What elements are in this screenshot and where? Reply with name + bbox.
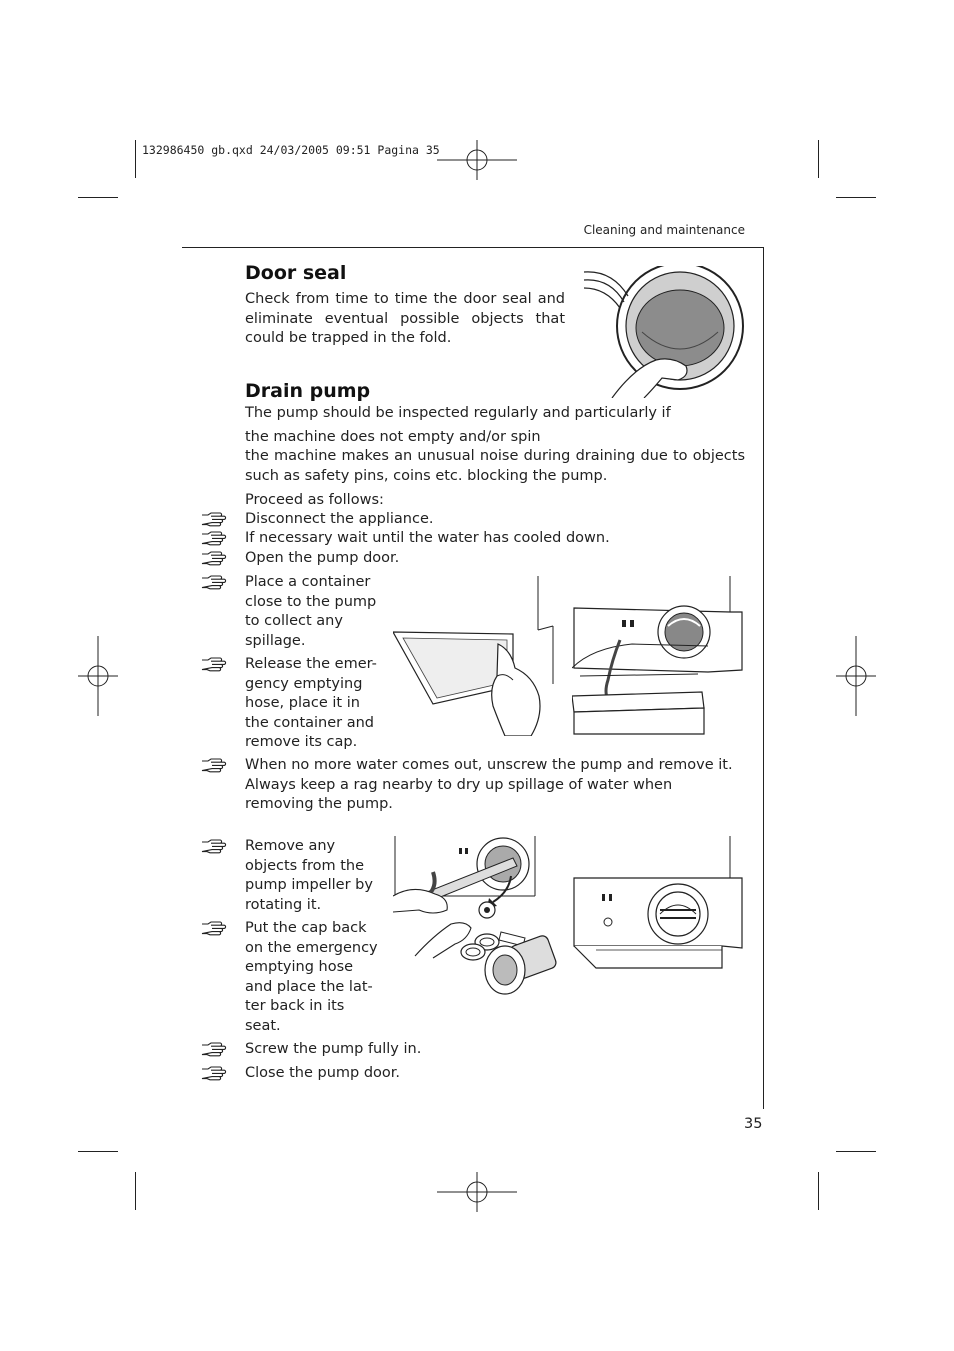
- pointing-hand-icon: [200, 511, 230, 527]
- drain-pump-heading: Drain pump: [245, 380, 371, 402]
- crop-mark: [818, 1172, 819, 1210]
- pump-removal-illustration: [393, 836, 565, 998]
- step-item: When no more water comes out, unscrew the pump and remove it. Always keep a rag nearby to dry up spillage of water when removing the pump.: [245, 757, 733, 813]
- crop-mark: [135, 1172, 136, 1210]
- running-head: Cleaning and maintenance: [583, 223, 745, 237]
- crop-mark: [836, 1151, 876, 1152]
- condition-item: the machine does not empty and/or spin: [245, 429, 541, 445]
- page-number: 35: [744, 1116, 763, 1132]
- registration-mark-icon: [78, 636, 118, 716]
- crop-mark: [78, 1151, 118, 1152]
- registration-mark-icon: [836, 636, 876, 716]
- pointing-hand-icon: [200, 1065, 230, 1081]
- step-item: Open the pump door.: [245, 550, 400, 566]
- pointing-hand-icon: [200, 656, 230, 672]
- proceed-text: Proceed as follows:: [245, 492, 384, 508]
- door-seal-heading: Door seal: [245, 262, 347, 284]
- slug-line: 132986450 gb.qxd 24/03/2005 09:51 Pagina 35: [142, 143, 440, 157]
- pointing-hand-icon: [200, 1041, 230, 1057]
- pump-closed-illustration: [572, 836, 744, 970]
- pointing-hand-icon: [200, 757, 230, 773]
- pointing-hand-icon: [200, 530, 230, 546]
- header-rule: [182, 247, 764, 248]
- crop-mark: [135, 140, 136, 178]
- step-item: Remove any objects from the pump impeller by rotating it.: [245, 838, 373, 913]
- step-item: Place a container close to the pump to collect any spillage.: [245, 574, 377, 649]
- step-item: Screw the pump fully in.: [245, 1041, 422, 1057]
- door-seal-illustration: [582, 266, 747, 398]
- step-item: If necessary wait until the water has cooled down.: [245, 530, 610, 546]
- margin-rule: [763, 247, 764, 1109]
- crop-mark: [78, 197, 118, 198]
- registration-mark-icon: [437, 1172, 517, 1212]
- pointing-hand-icon: [200, 574, 230, 590]
- step-item: Release the emer-gency emptying hose, place it in the container and remove its cap.: [245, 656, 377, 751]
- pointing-hand-icon: [200, 550, 230, 566]
- pointing-hand-icon: [200, 920, 230, 936]
- pointing-hand-icon: [200, 838, 230, 854]
- step-item: Disconnect the appliance.: [245, 511, 434, 527]
- door-seal-text: Check from time to time the door seal and eliminate eventual possible objects that could be trapped in the fold.: [245, 291, 565, 347]
- step-item: Close the pump door.: [245, 1065, 401, 1081]
- registration-mark-icon: [437, 140, 517, 180]
- crop-mark: [818, 140, 819, 178]
- drain-pump-intro: The pump should be inspected regularly and particularly if: [245, 405, 671, 421]
- hose-container-illustration: [572, 576, 744, 736]
- crop-mark: [836, 197, 876, 198]
- step-item: Put the cap back on the emergency emptying hose and place the lat-ter back in its seat.: [245, 920, 378, 1034]
- condition-item: the machine makes an unusual noise during draining due to objects such as safety pins, coins etc. blocking the pump.: [245, 448, 745, 484]
- pump-door-illustration: [393, 576, 563, 736]
